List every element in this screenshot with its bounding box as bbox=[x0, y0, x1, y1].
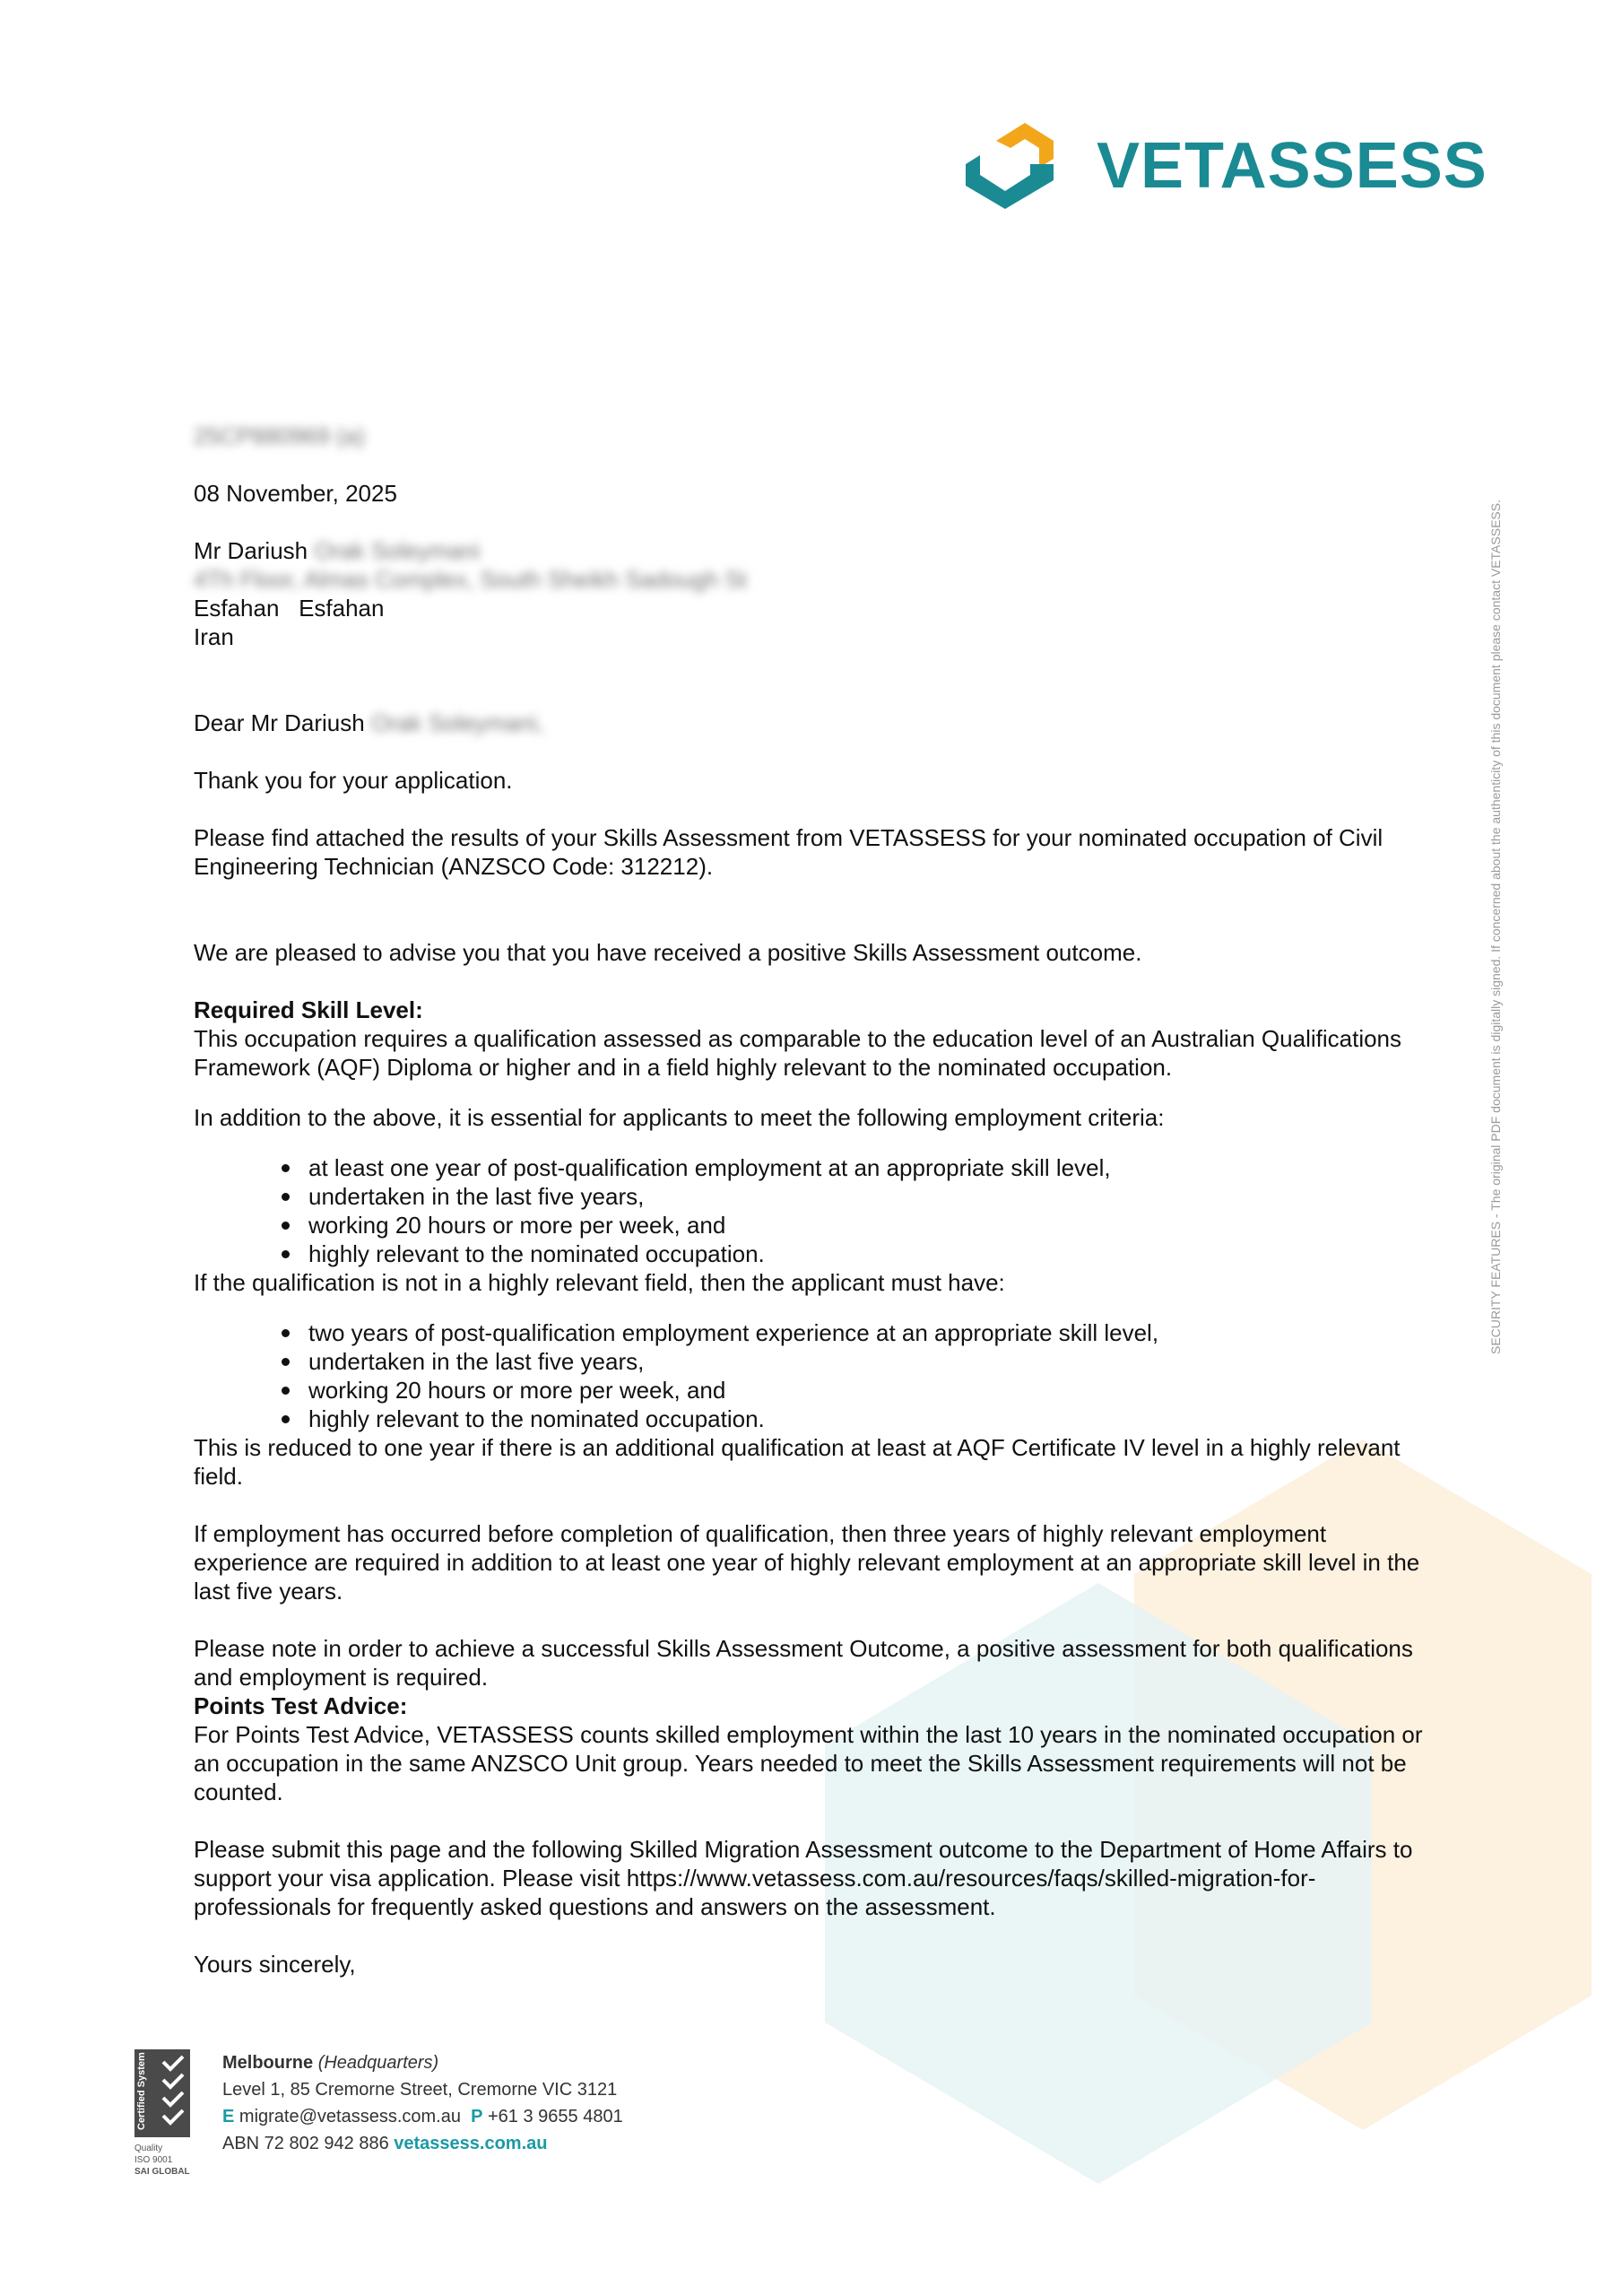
cert-org: SAI GLOBAL bbox=[134, 2167, 190, 2177]
office-hq: (Headquarters) bbox=[317, 2053, 439, 2073]
salutation-visible: Dear Mr Dariush bbox=[194, 709, 365, 736]
contact-line bbox=[222, 2103, 623, 2130]
letter-body bbox=[194, 422, 1436, 1979]
email-label: E bbox=[222, 2107, 235, 2126]
not-relevant-intro: If the qualification is not in a highly relevant field, then the applicant must have: bbox=[194, 1269, 1005, 1296]
outcome-paragraph: We are pleased to advise you that you have received a positive Skills Assessment outcome. bbox=[194, 939, 1142, 966]
list-item: two years of post-qualification employment experience at an appropriate skill level, bbox=[308, 1318, 1436, 1347]
cert-label: Certified System bbox=[136, 2052, 147, 2130]
criteria-list-1 bbox=[194, 1153, 1436, 1268]
recipient-country: Iran bbox=[194, 623, 234, 650]
office-address: Level 1, 85 Cremorne Street, Cremorne VIC 3121 bbox=[222, 2080, 618, 2100]
intro-paragraph: Please find attached the results of your Skills Assessment from VETASSESS for your nominated occupation of Civil Engineering Technician (ANZSCO Code: 312212). bbox=[194, 824, 1383, 880]
criteria-list-2 bbox=[194, 1318, 1436, 1433]
recipient-name bbox=[194, 536, 1436, 565]
list-item: undertaken in the last five years, bbox=[308, 1347, 1436, 1376]
salutation-redacted: Orak Soleymani, bbox=[370, 709, 544, 736]
letter-date: 08 November, 2025 bbox=[194, 480, 397, 507]
list-item: highly relevant to the nominated occupation. bbox=[308, 1239, 1436, 1268]
vetassess-wordmark: VETASSESS bbox=[1097, 130, 1488, 202]
recipient-address-block bbox=[194, 536, 1436, 651]
list-item: undertaken in the last five years, bbox=[308, 1182, 1436, 1211]
required-skill-text: This occupation requires a qualification assessed as comparable to the education level of an Australian Qualifications Framework (AQF) Diploma or higher and in a field highly relevant to the nominated occupation. bbox=[194, 1025, 1402, 1081]
list-item: working 20 hours or more per week, and bbox=[308, 1211, 1436, 1239]
website-link[interactable]: vetassess.com.au bbox=[394, 2134, 548, 2153]
salutation bbox=[194, 709, 1436, 737]
abn-line bbox=[222, 2130, 623, 2157]
list-item: highly relevant to the nominated occupation. bbox=[308, 1405, 1436, 1433]
email-link[interactable]: migrate@vetassess.com.au bbox=[239, 2107, 461, 2126]
closing: Yours sincerely, bbox=[194, 1951, 356, 1978]
list-item: at least one year of post-qualification employment at an appropriate skill level, bbox=[308, 1153, 1436, 1182]
phone-number: +61 3 9655 4801 bbox=[488, 2107, 623, 2126]
recipient-name-redacted: Orak Soleymani bbox=[314, 537, 481, 564]
recipient-street: 4Th Floor, Almas Complex, South Sheikh Sadough St bbox=[194, 566, 748, 593]
vetassess-logo-icon bbox=[964, 121, 1064, 211]
abn-number: ABN 72 802 942 886 bbox=[222, 2134, 389, 2153]
before-completion-paragraph: If employment has occurred before completion of qualification, then three years of highly relevant employment experience are required in addition to at least one year of highly relevant employment at an appropriate skill level in the last five years. bbox=[194, 1520, 1420, 1605]
recipient-city: Esfahan Esfahan bbox=[194, 595, 385, 622]
reduced-paragraph: This is reduced to one year if there is an additional qualification at least at AQF Certificate IV level in a highly relevant field. bbox=[194, 1434, 1401, 1490]
reference-number: 25CP880969 (a) bbox=[194, 422, 365, 449]
iso-certification-badge bbox=[134, 2049, 197, 2178]
office-name bbox=[222, 2049, 623, 2076]
vetassess-logo bbox=[964, 117, 1488, 215]
office-city: Melbourne bbox=[222, 2053, 314, 2073]
points-test-text: For Points Test Advice, VETASSESS counts skilled employment within the last 10 years in the nominated occupation or an occupation in the same ANZSCO Unit group. Years needed to meet the Skills Assessment requirements will not be counted. bbox=[194, 1721, 1423, 1805]
submit-paragraph: Please submit this page and the following Skilled Migration Assessment outcome to the Department of Home Affairs to support your visa application. Please visit https://www.vetassess.com.au/resources/faqs/skilled-migration-for-professionals for frequently asked questions and answers on the assessment. bbox=[194, 1836, 1413, 1920]
security-features-notice: SECURITY FEATURES - The original PDF document is digitally signed. If concerned about the authenticity of this document please contact VETASSESS. bbox=[1488, 500, 1503, 1354]
thanks-line: Thank you for your application. bbox=[194, 767, 513, 794]
checkmarks-icon bbox=[160, 2053, 186, 2134]
certified-system-mark bbox=[134, 2049, 190, 2137]
phone-label: P bbox=[471, 2107, 483, 2126]
criteria-intro: In addition to the above, it is essential for applicants to meet the following employment criteria: bbox=[194, 1104, 1165, 1131]
cert-quality: Quality bbox=[134, 2144, 163, 2153]
required-skill-heading: Required Skill Level: bbox=[194, 996, 423, 1023]
list-item: working 20 hours or more per week, and bbox=[308, 1376, 1436, 1405]
cert-iso: ISO 9001 bbox=[134, 2155, 173, 2165]
note-paragraph: Please note in order to achieve a successful Skills Assessment Outcome, a positive assessment for both qualifications and employment is required. bbox=[194, 1635, 1413, 1691]
points-test-heading: Points Test Advice: bbox=[194, 1692, 408, 1719]
contact-details bbox=[222, 2049, 623, 2157]
recipient-name-visible: Mr Dariush bbox=[194, 537, 308, 564]
